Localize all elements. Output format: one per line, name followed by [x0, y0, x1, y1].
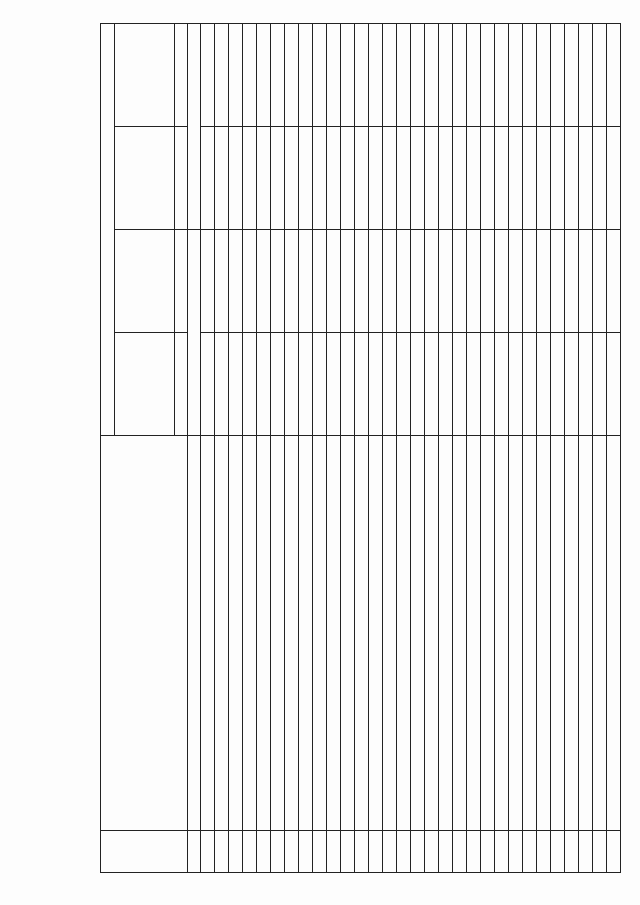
- value-d: [201, 24, 215, 127]
- service-name: [257, 436, 271, 831]
- service-name: [481, 436, 495, 831]
- service-name: [201, 436, 215, 831]
- value-c: [369, 127, 383, 230]
- table-row: [257, 24, 271, 873]
- value-d: [551, 24, 565, 127]
- value-c: [397, 127, 411, 230]
- appendix-line: [20, 15, 35, 185]
- value-c: [453, 127, 467, 230]
- row-number: [285, 831, 299, 873]
- value-c: [215, 127, 229, 230]
- row-number: [341, 831, 355, 873]
- value-d: [425, 24, 439, 127]
- value-d: [509, 24, 523, 127]
- service-name: [271, 436, 285, 831]
- table-row: [215, 24, 229, 873]
- value-c: [257, 127, 271, 230]
- value-d: [257, 24, 271, 127]
- row-number: [481, 831, 495, 873]
- table-row: [313, 24, 327, 873]
- value-b: [453, 230, 467, 333]
- service-name: [411, 436, 425, 831]
- value-c: [509, 127, 523, 230]
- row-number: [271, 831, 285, 873]
- table-row: [383, 24, 397, 873]
- table-row: [509, 24, 523, 873]
- value-d: [523, 24, 537, 127]
- table-row: [341, 24, 355, 873]
- value-b: [439, 230, 453, 333]
- index-cell: [188, 230, 201, 436]
- value-a: [523, 333, 537, 436]
- col-header-a: [115, 333, 175, 436]
- value-b: [425, 230, 439, 333]
- value-c: [537, 127, 551, 230]
- row-number: [383, 831, 397, 873]
- value-a: [467, 333, 481, 436]
- value-c: [243, 127, 257, 230]
- value-c: [383, 127, 397, 230]
- appendix-line: [50, 15, 65, 185]
- footnote-line: [606, 24, 615, 873]
- row-number: [327, 831, 341, 873]
- value-b: [229, 230, 243, 333]
- index-cell: [188, 24, 201, 230]
- row-number: [229, 831, 243, 873]
- value-a: [369, 333, 383, 436]
- row-number: [201, 831, 215, 873]
- value-b: [243, 230, 257, 333]
- service-name: [243, 436, 257, 831]
- row-number: [509, 831, 523, 873]
- service-name: [397, 436, 411, 831]
- col-header-c: [115, 127, 175, 230]
- table-row: [565, 24, 579, 873]
- value-b: [313, 230, 327, 333]
- row-number: [551, 831, 565, 873]
- value-d: [481, 24, 495, 127]
- service-name: [537, 436, 551, 831]
- tax-header-b: [175, 230, 188, 333]
- table-row: [285, 24, 299, 873]
- service-name: [229, 436, 243, 831]
- table-row: [481, 24, 495, 873]
- value-d: [355, 24, 369, 127]
- table-row: [439, 24, 453, 873]
- value-d: [411, 24, 425, 127]
- table-row: [425, 24, 439, 873]
- col-header-d: [115, 24, 175, 127]
- value-d: [285, 24, 299, 127]
- value-b: [551, 230, 565, 333]
- value-d: [495, 24, 509, 127]
- appendix-header: [20, 15, 65, 185]
- document-title: [78, 60, 92, 845]
- row-number: [215, 831, 229, 873]
- table-row: [243, 24, 257, 873]
- value-a: [341, 333, 355, 436]
- value-b: [271, 230, 285, 333]
- service-name: [341, 436, 355, 831]
- service-name: [439, 436, 453, 831]
- value-b: [201, 230, 215, 333]
- value-b: [355, 230, 369, 333]
- row-number: [523, 831, 537, 873]
- value-a: [355, 333, 369, 436]
- value-b: [565, 230, 579, 333]
- value-a: [425, 333, 439, 436]
- value-b: [509, 230, 523, 333]
- value-b: [467, 230, 481, 333]
- row-number: [425, 831, 439, 873]
- service-name: [369, 436, 383, 831]
- table-row: [411, 24, 425, 873]
- value-c: [299, 127, 313, 230]
- table-row: [453, 24, 467, 873]
- service-name: [425, 436, 439, 831]
- row-number: [313, 831, 327, 873]
- tariff-table: [100, 23, 621, 873]
- col-header-number: [101, 831, 188, 873]
- service-name: [313, 436, 327, 831]
- value-a: [509, 333, 523, 436]
- value-a: [397, 333, 411, 436]
- service-name: [327, 436, 341, 831]
- value-d: [299, 24, 313, 127]
- footnote-line: [588, 24, 597, 873]
- value-a: [285, 333, 299, 436]
- value-c: [481, 127, 495, 230]
- value-a: [439, 333, 453, 436]
- value-d: [439, 24, 453, 127]
- service-name: [565, 436, 579, 831]
- service-name: [453, 436, 467, 831]
- index-cell: [188, 436, 201, 831]
- value-b: [215, 230, 229, 333]
- appendix-line: [35, 15, 50, 185]
- service-name: [467, 436, 481, 831]
- row-number: [355, 831, 369, 873]
- value-b: [481, 230, 495, 333]
- value-c: [271, 127, 285, 230]
- value-a: [229, 333, 243, 436]
- value-b: [327, 230, 341, 333]
- value-c: [341, 127, 355, 230]
- value-a: [411, 333, 425, 436]
- value-a: [313, 333, 327, 436]
- value-b: [285, 230, 299, 333]
- row-number: [537, 831, 551, 873]
- footnote: [588, 24, 624, 873]
- value-d: [341, 24, 355, 127]
- value-a: [551, 333, 565, 436]
- value-d: [383, 24, 397, 127]
- value-c: [467, 127, 481, 230]
- value-d: [397, 24, 411, 127]
- value-c: [523, 127, 537, 230]
- col-header-b: [115, 230, 175, 333]
- value-d: [537, 24, 551, 127]
- service-name: [551, 436, 565, 831]
- value-a: [243, 333, 257, 436]
- value-c: [355, 127, 369, 230]
- value-d: [271, 24, 285, 127]
- tax-header-a: [175, 333, 188, 436]
- value-c: [313, 127, 327, 230]
- value-b: [411, 230, 425, 333]
- tax-header-d: [175, 24, 188, 127]
- table-row: [551, 24, 565, 873]
- value-c: [439, 127, 453, 230]
- value-c: [551, 127, 565, 230]
- value-b: [299, 230, 313, 333]
- row-number: [411, 831, 425, 873]
- table-row: [369, 24, 383, 873]
- table-row: [467, 24, 481, 873]
- value-a: [327, 333, 341, 436]
- value-a: [565, 333, 579, 436]
- footnote-line: [615, 24, 624, 873]
- tax-header-c: [175, 127, 188, 230]
- row-number: [397, 831, 411, 873]
- table-row: [201, 24, 215, 873]
- value-a: [271, 333, 285, 436]
- col-header-tariff-group: [101, 24, 115, 436]
- value-b: [397, 230, 411, 333]
- table-row: [327, 24, 341, 873]
- value-d: [243, 24, 257, 127]
- value-d: [215, 24, 229, 127]
- table-row: [271, 24, 285, 873]
- footnote-line: [597, 24, 606, 873]
- row-number: [243, 831, 257, 873]
- value-c: [411, 127, 425, 230]
- table-row: [355, 24, 369, 873]
- row-number: [453, 831, 467, 873]
- table-row: [537, 24, 551, 873]
- value-c: [229, 127, 243, 230]
- value-c: [425, 127, 439, 230]
- value-a: [495, 333, 509, 436]
- value-a: [299, 333, 313, 436]
- value-d: [453, 24, 467, 127]
- value-a: [453, 333, 467, 436]
- value-c: [565, 127, 579, 230]
- value-b: [537, 230, 551, 333]
- value-c: [201, 127, 215, 230]
- table-row: [299, 24, 313, 873]
- row-number: [565, 831, 579, 873]
- value-c: [495, 127, 509, 230]
- col-header-service: [101, 436, 188, 831]
- value-a: [481, 333, 495, 436]
- value-b: [257, 230, 271, 333]
- service-name: [299, 436, 313, 831]
- row-number: [369, 831, 383, 873]
- row-number: [299, 831, 313, 873]
- row-number: [467, 831, 481, 873]
- service-name: [523, 436, 537, 831]
- table-row: [229, 24, 243, 873]
- table-row: [523, 24, 537, 873]
- table-row: [397, 24, 411, 873]
- value-d: [467, 24, 481, 127]
- row-number: [439, 831, 453, 873]
- value-a: [215, 333, 229, 436]
- value-b: [341, 230, 355, 333]
- value-c: [285, 127, 299, 230]
- index-cell: [188, 831, 201, 873]
- service-name: [495, 436, 509, 831]
- value-a: [201, 333, 215, 436]
- service-name: [285, 436, 299, 831]
- value-d: [313, 24, 327, 127]
- row-number: [257, 831, 271, 873]
- value-b: [383, 230, 397, 333]
- value-d: [229, 24, 243, 127]
- value-b: [495, 230, 509, 333]
- table-row: [495, 24, 509, 873]
- value-b: [369, 230, 383, 333]
- row-number: [495, 831, 509, 873]
- value-d: [565, 24, 579, 127]
- value-b: [523, 230, 537, 333]
- service-name: [355, 436, 369, 831]
- value-d: [327, 24, 341, 127]
- value-a: [383, 333, 397, 436]
- service-name: [509, 436, 523, 831]
- value-c: [327, 127, 341, 230]
- value-a: [257, 333, 271, 436]
- service-name: [383, 436, 397, 831]
- value-d: [369, 24, 383, 127]
- value-a: [537, 333, 551, 436]
- service-name: [215, 436, 229, 831]
